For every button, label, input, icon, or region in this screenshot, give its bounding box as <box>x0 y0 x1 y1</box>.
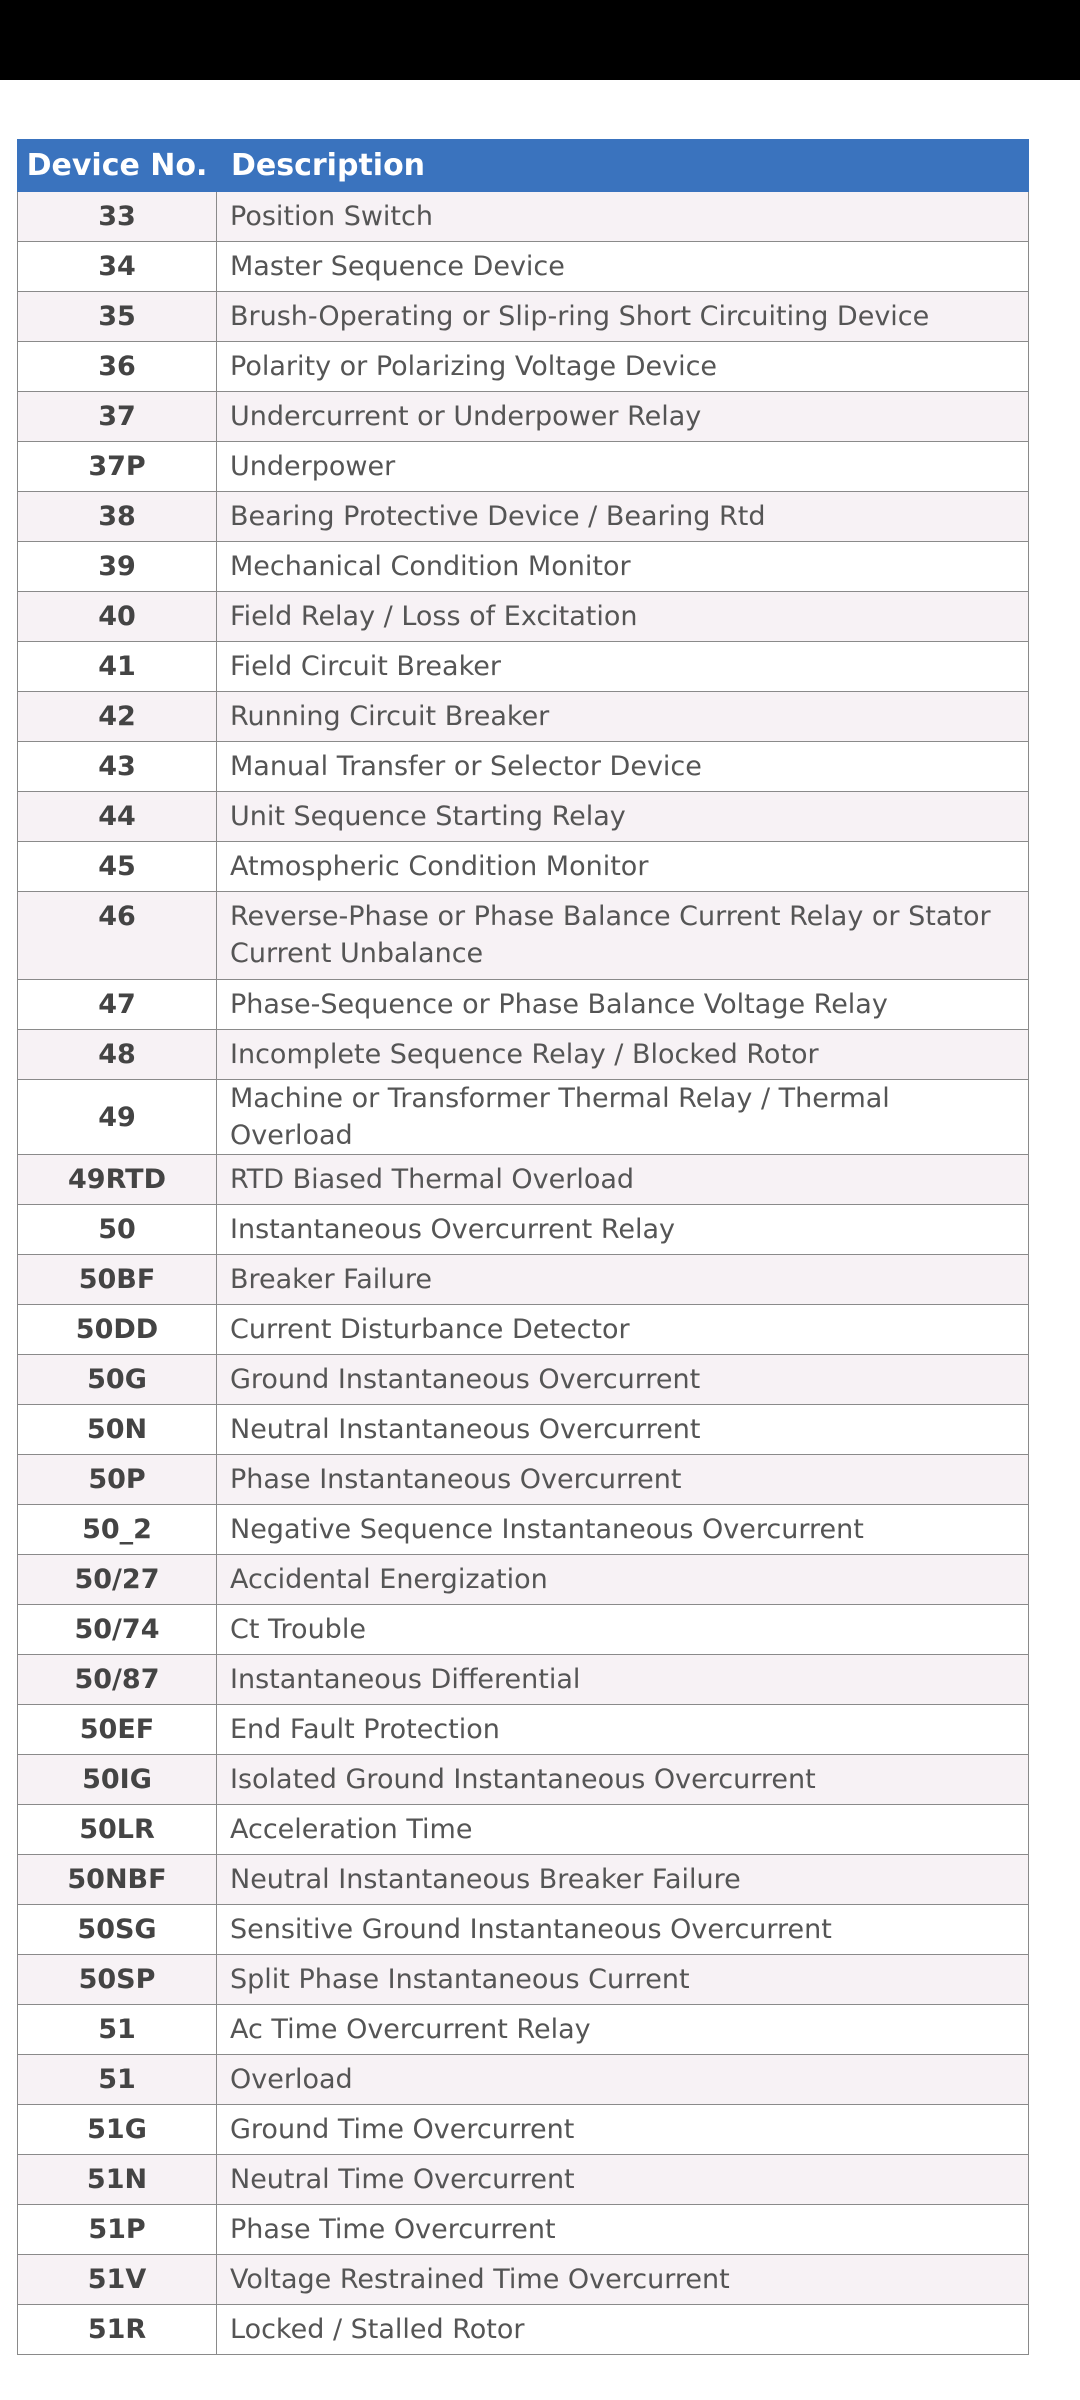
description-cell: Locked / Stalled Rotor <box>217 2305 1029 2355</box>
device-number-cell: 50G <box>18 1355 217 1405</box>
description-cell: Phase Time Overcurrent <box>217 2205 1029 2255</box>
device-number-cell: 51 <box>18 2055 217 2105</box>
device-number-cell: 34 <box>18 242 217 292</box>
table-row <box>18 1255 1029 1305</box>
description-cell: Acceleration Time <box>217 1805 1029 1855</box>
device-number-cell: 47 <box>18 980 217 1030</box>
table-row <box>18 1030 1029 1080</box>
device-number-cell: 43 <box>18 742 217 792</box>
device-number-cell: 33 <box>18 192 217 242</box>
description-cell: Instantaneous Differential <box>217 1655 1029 1705</box>
device-number-cell: 51V <box>18 2255 217 2305</box>
description-cell: Accidental Energization <box>217 1555 1029 1605</box>
description-header: Description <box>217 140 1029 192</box>
table-row <box>18 1155 1029 1205</box>
device-number-cell: 50_2 <box>18 1505 217 1555</box>
description-cell: Bearing Protective Device / Bearing Rtd <box>217 492 1029 542</box>
description-cell: Voltage Restrained Time Overcurrent <box>217 2255 1029 2305</box>
top-black-bar <box>0 0 1080 80</box>
device-number-cell: 35 <box>18 292 217 342</box>
table-row <box>18 342 1029 392</box>
table-row <box>18 492 1029 542</box>
description-cell: Ground Time Overcurrent <box>217 2105 1029 2155</box>
device-number-cell: 39 <box>18 542 217 592</box>
description-cell: Sensitive Ground Instantaneous Overcurrent <box>217 1905 1029 1955</box>
table-row <box>18 1905 1029 1955</box>
device-number-cell: 36 <box>18 342 217 392</box>
description-cell: Split Phase Instantaneous Current <box>217 1955 1029 2005</box>
device-number-cell: 49RTD <box>18 1155 217 1205</box>
table-row <box>18 2155 1029 2205</box>
description-cell: Neutral Time Overcurrent <box>217 2155 1029 2205</box>
table-row <box>18 1705 1029 1755</box>
description-cell: Master Sequence Device <box>217 242 1029 292</box>
description-cell: Polarity or Polarizing Voltage Device <box>217 342 1029 392</box>
description-cell: Breaker Failure <box>217 1255 1029 1305</box>
device-number-cell: 50IG <box>18 1755 217 1805</box>
device-number-cell: 49 <box>18 1080 217 1155</box>
description-cell: Ct Trouble <box>217 1605 1029 1655</box>
table-row <box>18 2005 1029 2055</box>
description-cell: Running Circuit Breaker <box>217 692 1029 742</box>
device-number-cell: 45 <box>18 842 217 892</box>
table-row <box>18 292 1029 342</box>
description-cell: Incomplete Sequence Relay / Blocked Rotor <box>217 1030 1029 1080</box>
device-number-cell: 50DD <box>18 1305 217 1355</box>
table-row <box>18 692 1029 742</box>
device-number-cell: 50/87 <box>18 1655 217 1705</box>
description-cell: Position Switch <box>217 192 1029 242</box>
description-cell: Instantaneous Overcurrent Relay <box>217 1205 1029 1255</box>
table-row <box>18 1655 1029 1705</box>
device-number-cell: 40 <box>18 592 217 642</box>
description-cell: Neutral Instantaneous Breaker Failure <box>217 1855 1029 1905</box>
device-number-cell: 42 <box>18 692 217 742</box>
description-cell: Field Circuit Breaker <box>217 642 1029 692</box>
table-row <box>18 592 1029 642</box>
device-number-cell: 38 <box>18 492 217 542</box>
table-row <box>18 1455 1029 1505</box>
description-cell: Unit Sequence Starting Relay <box>217 792 1029 842</box>
device-number-cell: 46 <box>18 892 217 980</box>
table-row <box>18 842 1029 892</box>
device-number-cell: 51N <box>18 2155 217 2205</box>
description-cell: Machine or Transformer Thermal Relay / Thermal Overload <box>217 1080 1029 1155</box>
device-number-cell: 50/27 <box>18 1555 217 1605</box>
device-number-cell: 50EF <box>18 1705 217 1755</box>
table-row <box>18 1355 1029 1405</box>
table-body <box>18 192 1029 2355</box>
device-number-cell: 50SG <box>18 1905 217 1955</box>
description-cell: Reverse-Phase or Phase Balance Current Relay or Stator Current Unbalance <box>217 892 1029 980</box>
description-cell: Mechanical Condition Monitor <box>217 542 1029 592</box>
description-cell: Field Relay / Loss of Excitation <box>217 592 1029 642</box>
description-cell: Neutral Instantaneous Overcurrent <box>217 1405 1029 1455</box>
table-row <box>18 2055 1029 2105</box>
table-row <box>18 742 1029 792</box>
device-number-cell: 51P <box>18 2205 217 2255</box>
table-row <box>18 1805 1029 1855</box>
table-row <box>18 1405 1029 1455</box>
description-cell: Underpower <box>217 442 1029 492</box>
description-cell: Overload <box>217 2055 1029 2105</box>
description-cell: RTD Biased Thermal Overload <box>217 1155 1029 1205</box>
table-row <box>18 192 1029 242</box>
device-number-cell: 50NBF <box>18 1855 217 1905</box>
device-number-cell: 41 <box>18 642 217 692</box>
table-row <box>18 1205 1029 1255</box>
description-cell: Negative Sequence Instantaneous Overcurrent <box>217 1505 1029 1555</box>
description-cell: Undercurrent or Underpower Relay <box>217 392 1029 442</box>
description-cell: End Fault Protection <box>217 1705 1029 1755</box>
device-number-cell: 48 <box>18 1030 217 1080</box>
description-cell: Atmospheric Condition Monitor <box>217 842 1029 892</box>
description-cell: Ac Time Overcurrent Relay <box>217 2005 1029 2055</box>
table-row <box>18 2205 1029 2255</box>
table-header-row <box>18 140 1029 192</box>
table-row <box>18 892 1029 980</box>
description-cell: Manual Transfer or Selector Device <box>217 742 1029 792</box>
device-number-cell: 51R <box>18 2305 217 2355</box>
description-cell: Phase Instantaneous Overcurrent <box>217 1455 1029 1505</box>
device-number-cell: 50/74 <box>18 1605 217 1655</box>
table-row <box>18 1955 1029 2005</box>
table-row <box>18 980 1029 1030</box>
device-number-cell: 50SP <box>18 1955 217 2005</box>
table-row <box>18 2255 1029 2305</box>
table-row <box>18 1505 1029 1555</box>
description-cell: Phase-Sequence or Phase Balance Voltage Relay <box>217 980 1029 1030</box>
table-row <box>18 2105 1029 2155</box>
table-row <box>18 242 1029 292</box>
device-number-cell: 50P <box>18 1455 217 1505</box>
table-row <box>18 1305 1029 1355</box>
table-row <box>18 392 1029 442</box>
description-cell: Ground Instantaneous Overcurrent <box>217 1355 1029 1405</box>
table-row <box>18 542 1029 592</box>
table-row <box>18 1755 1029 1805</box>
device-number-cell: 37P <box>18 442 217 492</box>
device-number-cell: 37 <box>18 392 217 442</box>
table-row <box>18 1080 1029 1155</box>
description-cell: Isolated Ground Instantaneous Overcurrent <box>217 1755 1029 1805</box>
device-number-cell: 50N <box>18 1405 217 1455</box>
table-row <box>18 1555 1029 1605</box>
device-number-cell: 44 <box>18 792 217 842</box>
table-row <box>18 642 1029 692</box>
description-cell: Brush-Operating or Slip-ring Short Circuiting Device <box>217 292 1029 342</box>
table-row <box>18 1605 1029 1655</box>
device-number-cell: 50BF <box>18 1255 217 1305</box>
device-number-cell: 51G <box>18 2105 217 2155</box>
device-number-cell: 50LR <box>18 1805 217 1855</box>
device-number-cell: 50 <box>18 1205 217 1255</box>
table-row <box>18 442 1029 492</box>
description-cell: Current Disturbance Detector <box>217 1305 1029 1355</box>
device-number-cell: 51 <box>18 2005 217 2055</box>
device-number-table <box>17 139 1029 2355</box>
table-row <box>18 2305 1029 2355</box>
table-row <box>18 1855 1029 1905</box>
table-row <box>18 792 1029 842</box>
device-no-header: Device No. <box>18 140 217 192</box>
